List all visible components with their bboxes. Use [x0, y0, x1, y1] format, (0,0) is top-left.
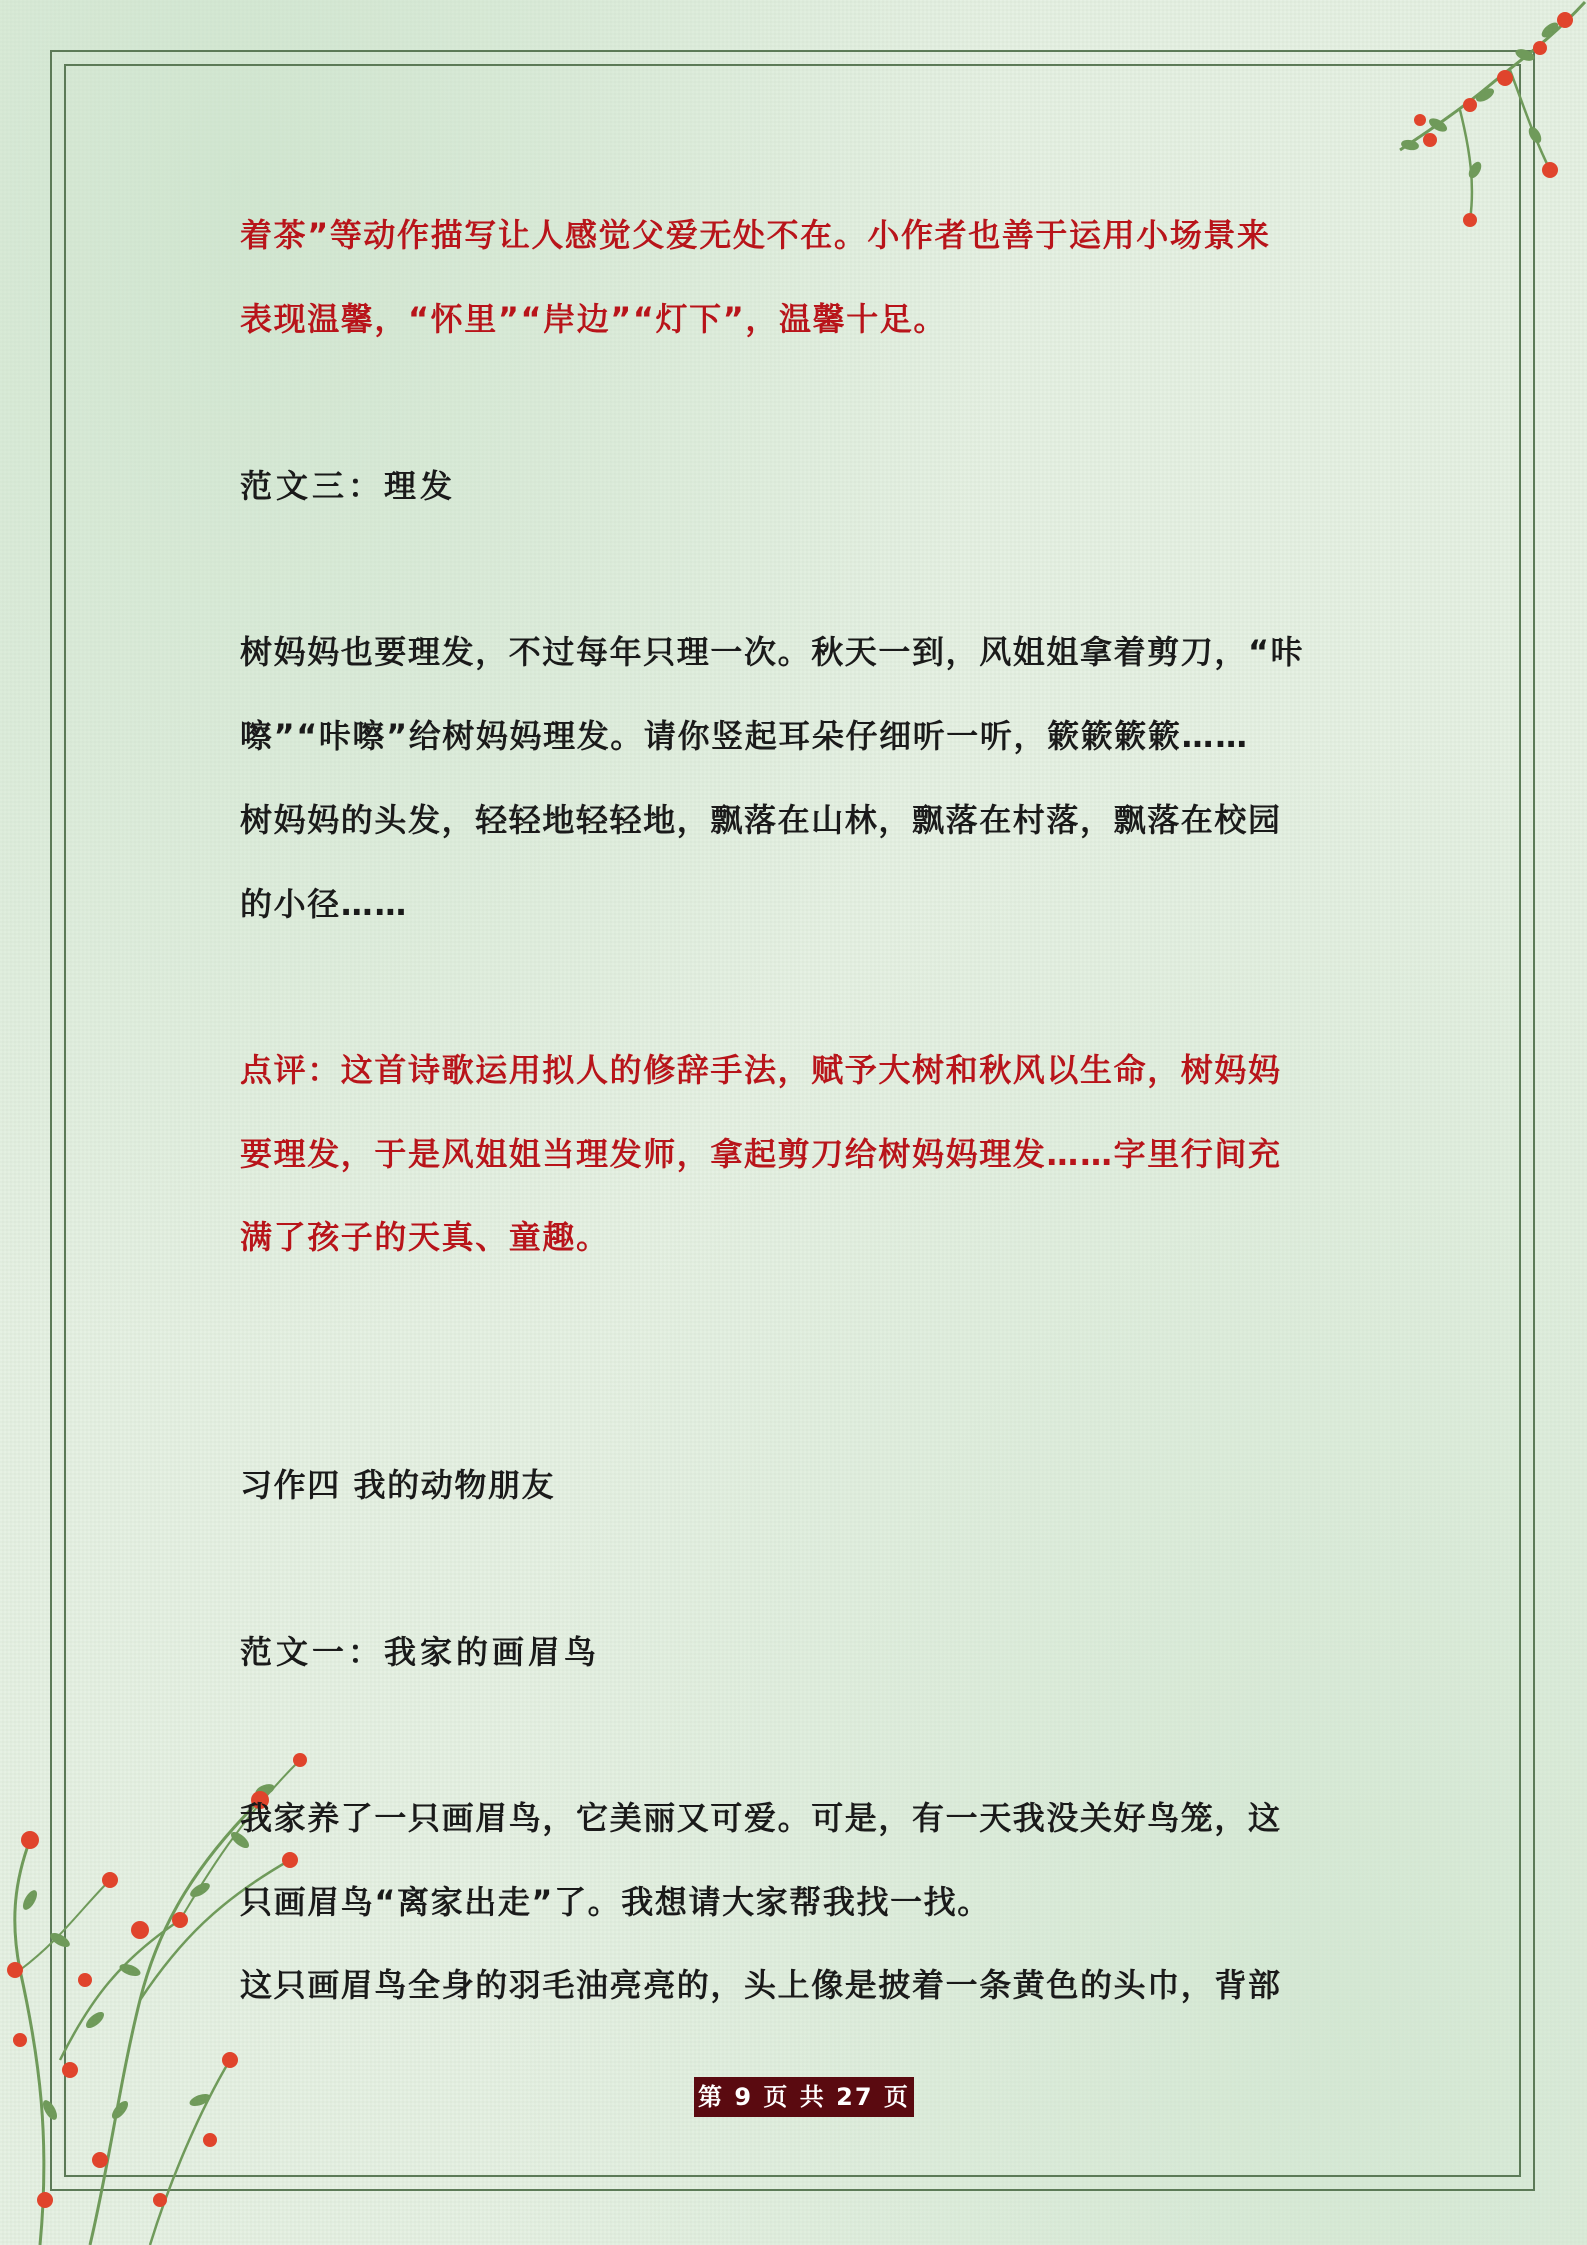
page-number: 第 9 页 共 27 页 [694, 2077, 914, 2117]
body-line: 只画眉鸟“离家出走”了。我想请大家帮我找一找。 [240, 1883, 991, 1921]
body-line: 树妈妈也要理发，不过每年只理一次。秋天一到，风姐姐拿着剪刀，“咔 [240, 633, 1305, 671]
essay-title: 范文三：理发 [240, 467, 457, 505]
comment-line: 满了孩子的天真、童趣。 [240, 1218, 610, 1256]
body-line: 嚓”“咔嚓”给树妈妈理发。请你竖起耳朵仔细听一听，簌簌簌簌…… [240, 717, 1249, 755]
comment-line: 着茶”等动作描写让人感觉父爱无处不在。小作者也善于运用小场景来 [240, 216, 1271, 254]
comment-line: 要理发，于是风姐姐当理发师，拿起剪刀给树妈妈理发……字里行间充 [240, 1135, 1282, 1173]
rose-vine-top-right-icon [1310, 0, 1587, 260]
comment-line: 点评：这首诗歌运用拟人的修辞手法，赋予大树和秋风以生命，树妈妈 [240, 1051, 1282, 1089]
rose-vine-bottom-left-icon [0, 1640, 360, 2245]
body-line: 我家养了一只画眉鸟，它美丽又可爱。可是，有一天我没关好鸟笼，这 [240, 1799, 1282, 1837]
comment-line: 表现温馨，“怀里”“岸边”“灯下”，温馨十足。 [240, 300, 947, 338]
essay-title: 范文一：我家的画眉鸟 [240, 1633, 601, 1671]
body-line: 这只画眉鸟全身的羽毛油亮亮的，头上像是披着一条黄色的头巾，背部 [240, 1966, 1282, 2004]
section-title: 习作四 我的动物朋友 [240, 1466, 556, 1504]
body-line: 的小径…… [240, 885, 409, 923]
body-line: 树妈妈的头发，轻轻地轻轻地，飘落在山林，飘落在村落，飘落在校园 [240, 801, 1282, 839]
